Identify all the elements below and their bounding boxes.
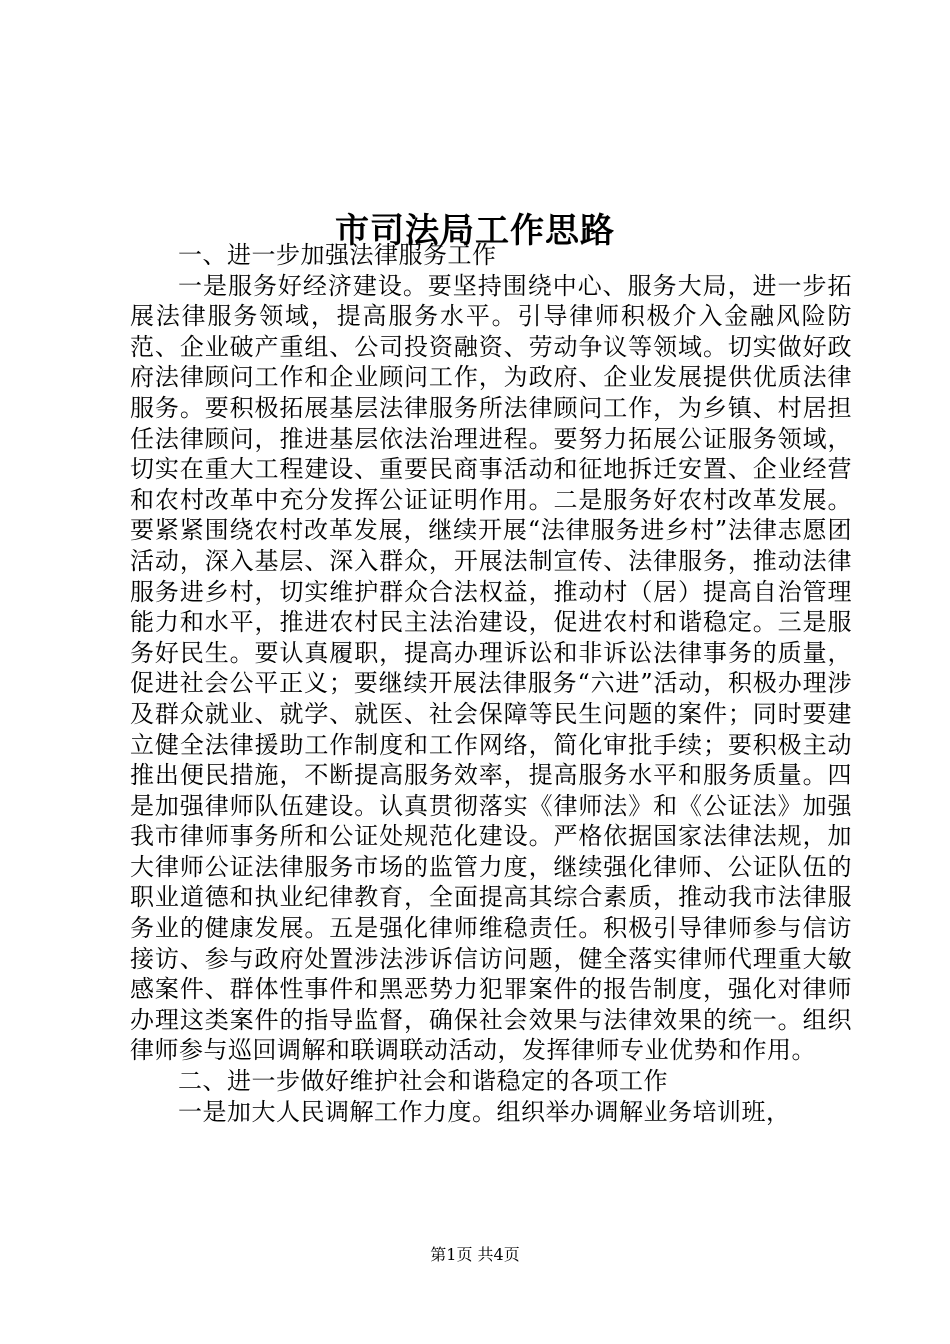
body-paragraph-1: 一是服务好经济建设。要坚持围绕中心、服务大局，进一步拓展法律服务领域，提高服务水平。引导律师积极介入金融风险防范、企业破产重组、公司投资融资、劳动争议等领域。切实做好政府法律顾问工作和企业顾问工作，为政府、企业发展提供优质法律服务。要积极拓展基层法律服务所法律顾问工作，为乡镇、村居担任法律顾问，推进基层依法治理进程。要努力拓展公证服务领域，切实在重大工程建设、重要民商事活动和征地拆迁安置、企业经营和农村改革中充分发挥公证证明作用。二是服务好农村改革发展。要紧紧围绕农村改革发展，继续开展“法律服务进乡村”法律志愿团活动，深入基层、深入群众，开展法制宣传、法律服务，推动法律服务进乡村，切实维护群众合法权益，推动村（居）提高自治管理能力和水平，推进农村民主法治建设，促进农村和谐稳定。三是服务好民生。要认真履职，提高办理诉讼和非诉讼法律事务的质量，促进社会公平正义；要继续开展法律服务“六进”活动，积极办理涉及群众就业、就学、就医、社会保障等民生问题的案件；同时要建立健全法律援助工作制度和工作网络，简化审批手续；要积极主动推出便民措施，不断提高服务效率，提高服务水平和服务质量。四是加强律师队伍建设。认真贯彻落实《律师法》和《公证法》加强我市律师事务所和公证处规范化建设。严格依据国家法律法规，加大律师公证法律服务市场的监管力度，继续强化律师、公证队伍的职业道德和执业纪律教育，全面提高其综合素质，推动我市法律服务业的健康发展。五是强化律师维稳责任。积极引导律师参与信访接访、参与政府处置涉法涉诉信访问题，健全落实律师代理重大敏感案件、群体性事件和黑恶势力犯罪案件的报告制度，强化对律师办理这类案件的指导监督，确保社会效果与法律效果的统一。组织律师参与巡回调解和联调联动活动，发挥律师专业优势和作用。	[130, 271, 852, 1065]
page-title: 市司法局工作思路	[335, 210, 615, 251]
body-paragraph-2: 一是加大人民调解工作力度。组织举办调解业务培训班，	[178, 1097, 791, 1126]
page-footer: 第1页 共4页	[430, 1245, 520, 1264]
section-heading-2: 二、进一步做好维护社会和谐稳定的各项工作	[178, 1067, 668, 1096]
section-heading-1: 一、进一步加强法律服务工作	[178, 241, 497, 269]
document-body	[130, 240, 852, 1127]
